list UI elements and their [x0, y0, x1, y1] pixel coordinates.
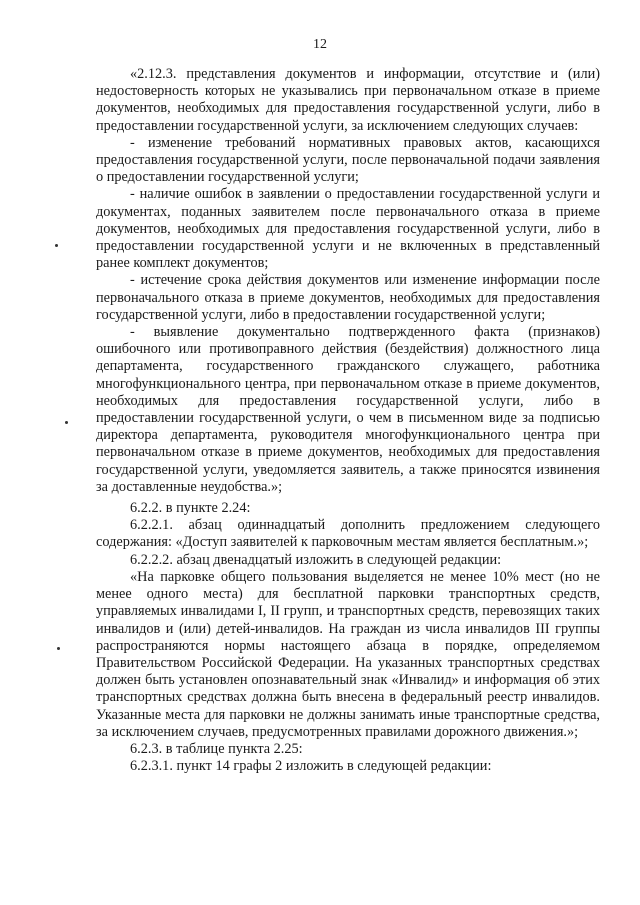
paragraph: 6.2.2.1. абзац одиннадцатый дополнить предложением следующего содержания: «Доступ заявителей к парковочным местам является бесплатным.»; — [96, 517, 600, 551]
paragraph: 6.2.2. в пункте 2.24: — [130, 500, 251, 517]
document-body — [96, 66, 600, 775]
paragraph: - изменение требований нормативных правовых актов, касающихся предоставления государственной услуги, после первоначальной подачи заявления о предоставлении государственной услуги; — [96, 134, 600, 186]
paragraph: 6.2.3. в таблице пункта 2.25: — [130, 740, 303, 757]
paragraph: - наличие ошибок в заявлении о предоставлении государственной услуги и документах, поданных заявителем после первоначального отказа в приеме документов, необходимых для предоставления государственной услуги, либо в предоставлении государственной услуги и не включенных в представленный ранее комплект документов; — [96, 186, 600, 272]
paragraph: - истечение срока действия документов или изменение информации после первоначального отказа в приеме документов, необходимых для предоставления государственной услуги, либо в предоставлении государственной услуги; — [96, 272, 600, 323]
page-number: 12 — [313, 37, 327, 52]
paragraph: «2.12.3. представления документов и информации, отсутствие и (или) недостоверность которых не указывались при первоначальном отказе в приеме документов, необходимых для предоставления государственной услуги, либо в предоставлении государственной услуги, за исключением следующих случаев: — [96, 66, 600, 134]
scan-speck — [55, 244, 58, 247]
paragraph: - выявление документально подтвержденного факта (признаков) ошибочного или противоправного действия (бездействия) должностного лица департамента, государственного гражданского служащего, работника многофункционального центра, при первоначальном отказе в приеме документов, необходимых для предоставления государственной услуги, либо в предоставлении государственной услуги, о чем в письменном виде за подписью директора департамента, руководителя многофункционального центра при первоначальном отказе в приеме документов, необходимых для предоставления государственной услуги, уведомляется заявитель, а также приносятся извинения за доставленные неудобства.»; — [96, 324, 600, 495]
scan-speck — [65, 421, 68, 424]
scan-speck — [57, 647, 60, 650]
paragraph: 6.2.3.1. пункт 14 графы 2 изложить в следующей редакции: — [130, 758, 492, 775]
paragraph: 6.2.2.2. абзац двенадцатый изложить в следующей редакции: — [130, 551, 502, 568]
paragraph: «На парковке общего пользования выделяется не менее 10% мест (но не менее одного места) для бесплатной парковки транспортных средств, управляемых инвалидами I, II групп, и транспортных средств, перевозящих таких инвалидов и (или) детей-инвалидов. На граждан из числа инвалидов III группы распространяются нормы настоящего абзаца в порядке, определяемом Правительством Российской Федерации. На указанных транспортных средствах должен быть установлен опознавательный знак «Инвалид» и информация об этих транспортных средствах должна быть внесена в федеральный реестр инвалидов. Указанные места для парковки не должны занимать иные транспортные средства, за исключением случаев, предусмотренных правилами дорожного движения.»; — [96, 568, 600, 740]
